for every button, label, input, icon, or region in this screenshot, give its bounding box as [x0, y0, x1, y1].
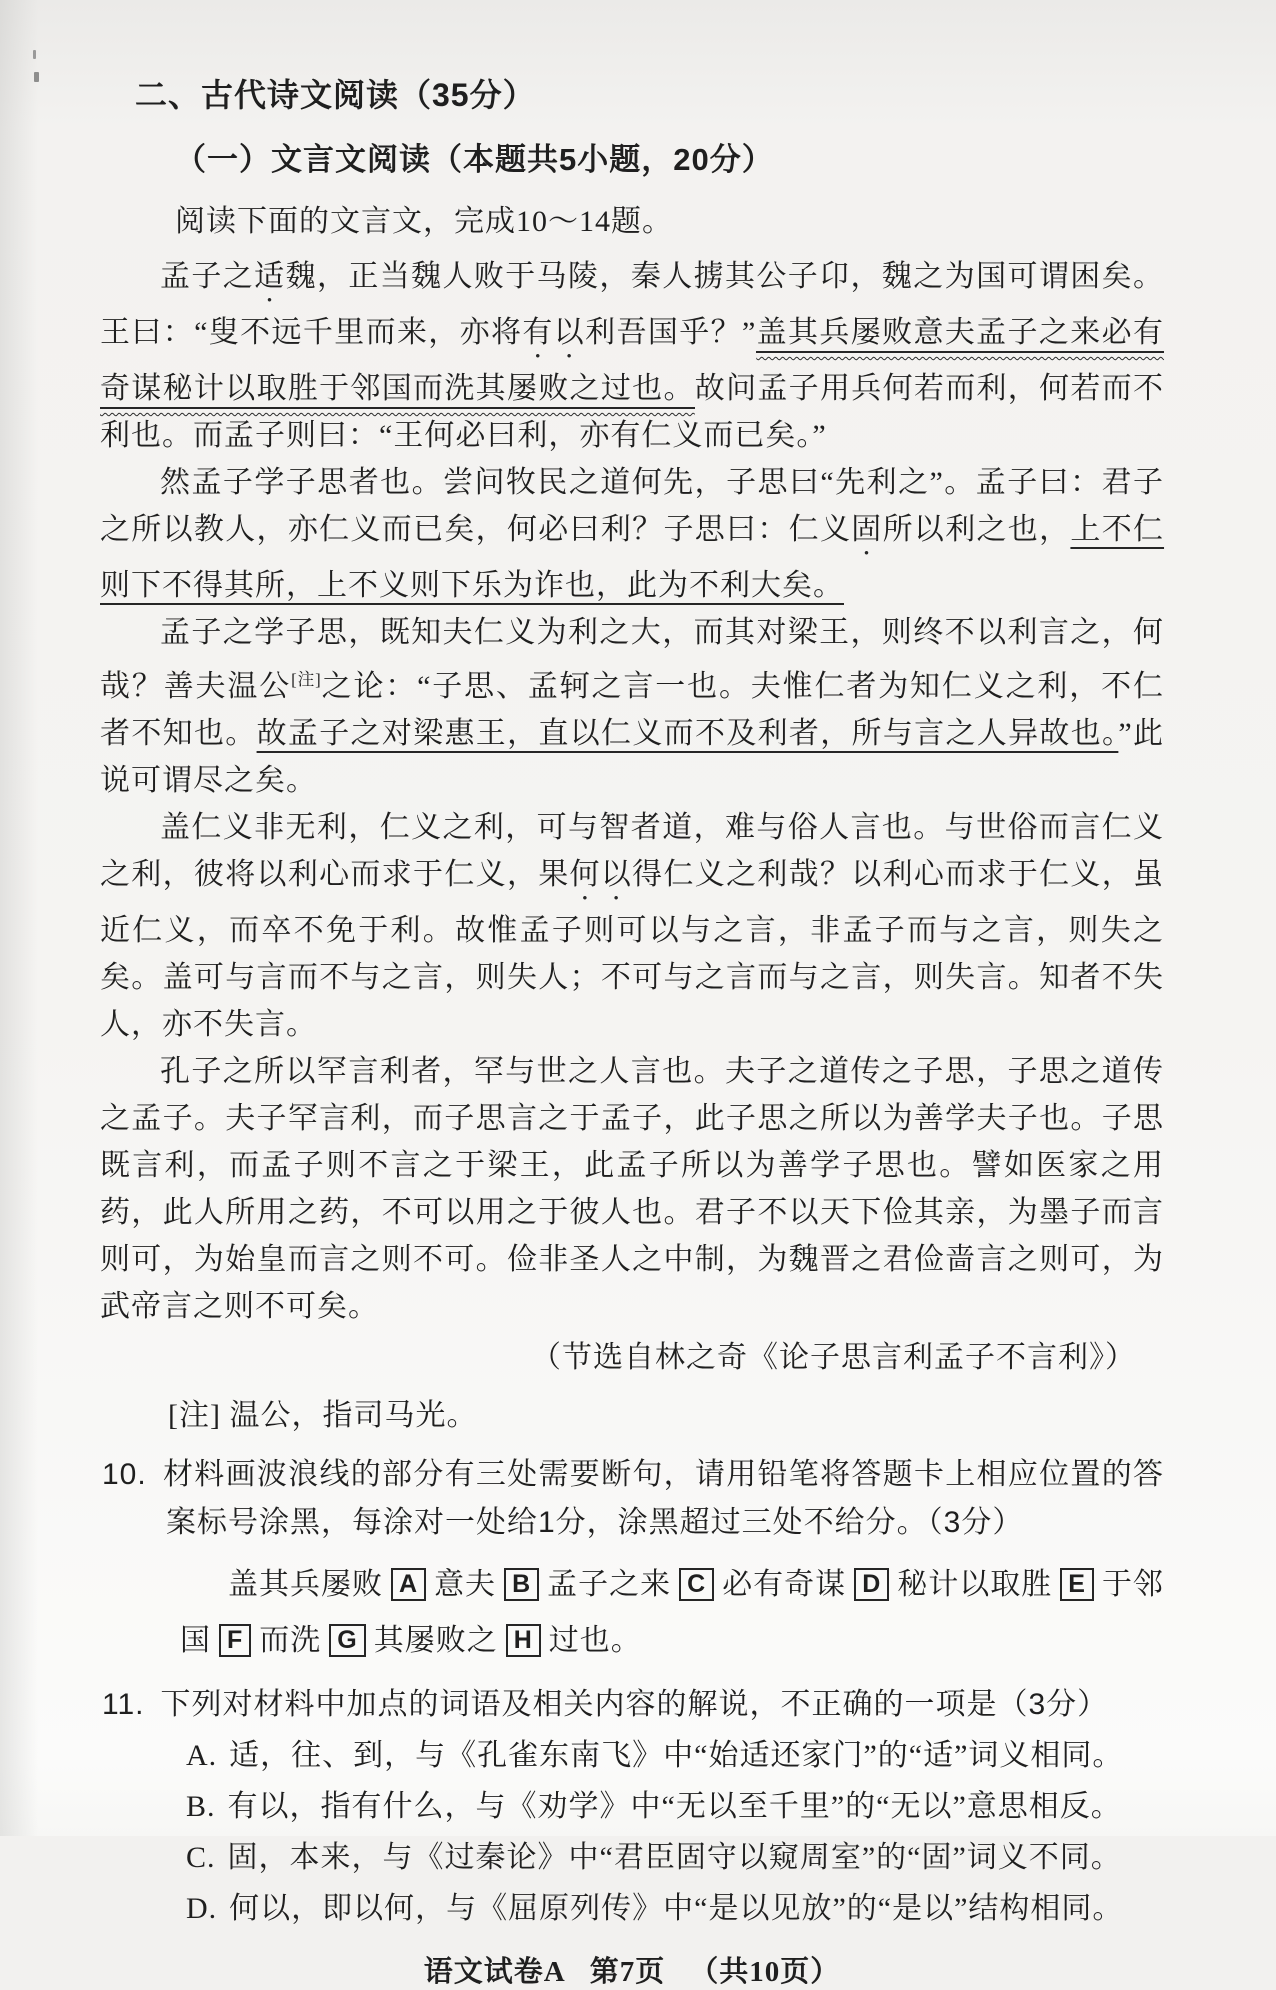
underlined-text: 故孟子之对梁惠王，直以仁义而不及利者，所与言之人异故也。 [256, 717, 1119, 750]
text-run: 然孟子学子思者也。尝问牧民之道何先，子思曰“先利之”。孟子曰：君子之所以教人，亦仁义而已矣，何必曰利？子思曰：仁义 [100, 466, 1164, 546]
option-b-text: 有以，指有什么，与《劝学》中“无以至千里”的“无以”意思相反。 [227, 1790, 1122, 1823]
passage-paragraph-1 [100, 253, 1164, 459]
dot-emphasized-text: 适 [254, 260, 286, 293]
text-run: 所以利之也， [882, 513, 1071, 546]
text-run: 过也。 [548, 1624, 642, 1657]
underlined-text: 上不仁则下不得其所，上不义则下乐为诈也，此为不利大矣。 [100, 513, 1165, 602]
option-a-text: 适，往、到，与《孔雀东南飞》中“始适还家门”的“适”词义相同。 [229, 1739, 1124, 1772]
answer-letter-box: A [391, 1568, 426, 1601]
answer-letter-box: G [329, 1624, 365, 1657]
footer-page-number: 第7页 [589, 1956, 666, 1988]
option-d-text: 何以，即以何，与《屈原列传》中“是以见放”的“是以”结构相同。 [229, 1892, 1124, 1925]
option-d-label: D. [186, 1892, 218, 1925]
passage-paragraph-4 [100, 804, 1164, 1048]
question-11-stem: 下列对材料中加点的词语及相关内容的解说，不正确的一项是（3分） [160, 1688, 1109, 1721]
page-footer [100, 1949, 1164, 1990]
passage-attribution: （节选自林之奇《论子思言利孟子不言利》） [531, 1341, 1136, 1374]
segmentation-sentence [180, 1557, 1164, 1669]
scan-speck [33, 50, 36, 59]
footnote-marker: [注] [291, 670, 321, 689]
option-b-label: B. [186, 1790, 216, 1823]
question-10 [102, 1451, 1164, 1547]
text-run: 魏，正当魏人败于马陵，秦人掳其公子卬，魏之为国可谓困矣。王曰：“叟不远千里而来，亦将 [100, 260, 1165, 349]
text-run: 必有奇谋 [722, 1568, 847, 1601]
question-11-option-c [186, 1833, 1164, 1882]
passage-footnote: [注] 温公，指司马光。 [168, 1399, 478, 1432]
classical-passage [100, 253, 1164, 1439]
scan-speck [34, 72, 39, 82]
text-run: 于邻国 [180, 1568, 1164, 1657]
passage-paragraph-3 [100, 609, 1164, 804]
text-run: 孔子之所以罕言利者，罕与世之人言也。夫子之道传之子思，子思之道传之孟子。夫子罕言利，而子思言之于孟子，此子思之所以为善学夫子也。子思既言利，而孟子则不言之于梁王，此孟子所以为善学子思也。譬如医家之用药，此人所用之药，不可以用之于彼人也。君子不以天下俭其亲，为墨子而言则可，为始皇而言之则不可。俭非圣人之中制，为魏晋之君俭啬言之则可，为武帝言之则不可矣。 [100, 1055, 1164, 1323]
passage-instruction: 阅读下面的文言文，完成10～14题。 [175, 205, 673, 238]
passage-paragraph-5 [100, 1048, 1164, 1330]
dot-emphasized-text: 有以 [522, 316, 586, 349]
text-run: 得仁义之利哉？以利心而求于仁义，虽近仁义，而卒不免于利。故惟孟子则可以与之言，非孟子而与之言，则失之矣。盖可与言而不与之言，则失人；不可与之言而与之言，则失言。知者不失人，亦不失言。 [100, 858, 1165, 1041]
option-c-label: C. [186, 1841, 216, 1874]
question-11-option-a [186, 1731, 1164, 1780]
text-run: 孟子之来 [547, 1568, 672, 1601]
text-run: 孟子之 [160, 260, 255, 293]
dot-emphasized-text: 何以 [569, 858, 633, 891]
question-11-option-b [186, 1782, 1164, 1831]
text-run: 意夫 [434, 1568, 497, 1601]
wavy-underlined-text: 盖其兵屡败意夫孟子之来必有奇谋秘计以取胜于邻国而洗其屡败之过也。 [100, 316, 1164, 409]
subsection-title: （一）文言文阅读（本题共5小题，20分） [175, 142, 774, 177]
question-11-option-d [186, 1884, 1164, 1933]
footer-total-pages: （共10页） [689, 1956, 841, 1988]
question-10-number: 10. [102, 1458, 147, 1491]
answer-letter-box: B [504, 1568, 539, 1601]
question-11 [102, 1681, 1164, 1729]
text-run: 而洗 [259, 1624, 322, 1657]
text-run: 之论：“子思、孟轲之言一也。夫惟仁者为知仁义之利，不仁者不知也。 [100, 670, 1164, 750]
answer-letter-box: E [1060, 1568, 1094, 1601]
footer-exam-label: 语文试卷A [423, 1956, 566, 1988]
section-title: 二、古代诗文阅读（35分） [135, 77, 536, 113]
text-run: 盖其兵屡败 [228, 1568, 383, 1601]
text-run: ”此说可谓尽之矣。 [100, 717, 1165, 797]
passage-paragraph-2 [100, 459, 1164, 609]
question-11-number: 11. [102, 1688, 145, 1721]
option-c-text: 固，本来，与《过秦论》中“君臣固守以窥周室”的“固”词义不同。 [227, 1841, 1122, 1874]
page-content [100, 70, 1164, 1990]
answer-letter-box: D [854, 1568, 889, 1601]
text-run: 盖仁义非无利，仁义之利，可与智者道，难与俗人言也。与世俗而言仁义之利，彼将以利心而求于仁义，果 [100, 811, 1164, 891]
answer-letter-box: F [219, 1624, 251, 1657]
text-run: 孟子之学子思，既知夫仁义为利之大，而其对梁王，则终不以利言之，何哉？善夫温公 [100, 616, 1164, 703]
text-run: 故问孟子用兵何若而利，何若而不利也。而孟子则曰：“王何必曰利，亦有仁义而已矣。” [100, 372, 1165, 452]
text-run: 其屡败之 [373, 1624, 498, 1657]
question-10-stem: 材料画波浪线的部分有三处需要断句，请用铅笔将答题卡上相应位置的答案标号涂黑，每涂对一处给1分，涂黑超过三处不给分。（3分） [162, 1458, 1164, 1539]
dot-emphasized-text: 固 [851, 513, 883, 546]
answer-letter-box: C [679, 1568, 714, 1601]
text-run: 秘计以取胜 [897, 1568, 1053, 1601]
text-run: 利吾国乎？” [585, 316, 757, 349]
option-a-label: A. [186, 1739, 218, 1772]
answer-letter-box: H [506, 1624, 541, 1657]
